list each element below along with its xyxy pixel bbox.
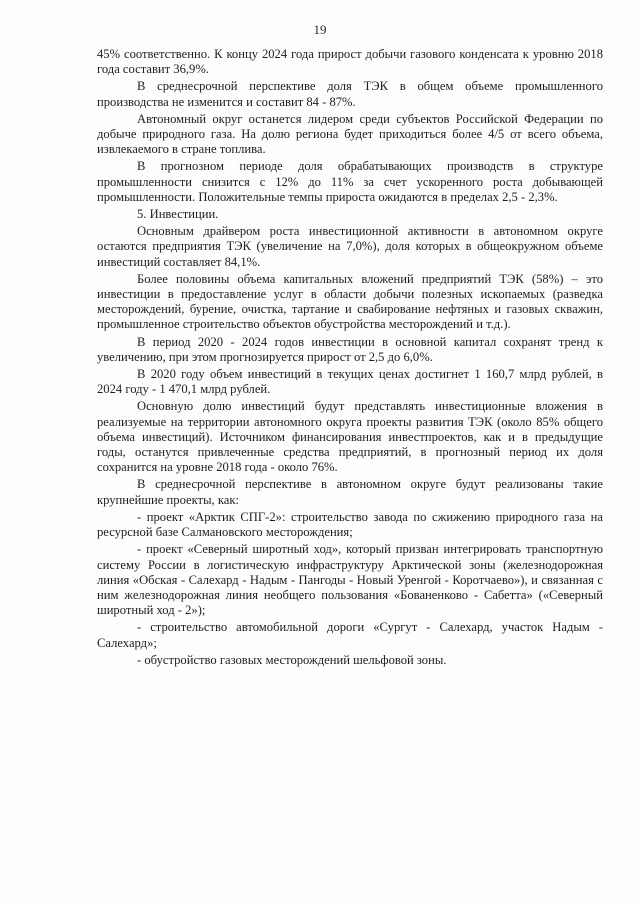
paragraph-manufacturing-share: В прогнозном периоде доля обрабатывающих производств в структуре промышленности снизится с 12% до 11% за счет ускоренного роста добывающей промышленности. Положительные темпы прироста ожидаются в пределах 2,5 - 2,3%. bbox=[97, 159, 603, 204]
paragraph-major-projects-intro: В среднесрочной перспективе в автономном округе будут реализованы такие крупнейшие проекты, как: bbox=[97, 477, 603, 507]
document-body bbox=[97, 47, 603, 670]
paragraph-gas-leader: Автономный округ останется лидером среди субъектов Российской Федерации по добыче природного газа. На долю региона будет приходиться более 4/5 от всего объема, извлекаемого в стране топлива. bbox=[97, 111, 603, 157]
paragraph-investment-trend: В период 2020 - 2024 годов инвестиции в основной капитал сохранят тренд к увеличению, при этом прогнозируется прирост от 2,5 до 6,0%. bbox=[97, 334, 603, 364]
list-item-northern-latitudinal-railway: - проект «Северный широтный ход», который призван интегрировать транспортную систему России в логистическую инфраструктуру Арктической зоны (железнодорожная линия «Обская - Салехард - Надым - Пангоды - Новый Уренгой - Коротчаево»), и связанная с ним железнодорожная линия необщего пользования «Бованенково - Сабетта» («Северный широтный ход - 2»); bbox=[97, 542, 603, 618]
paragraph-gas-condensate: 45% соответственно. К концу 2024 года прирост добычи газового конденсата к уровню 2018 года составит 36,9%. bbox=[97, 47, 603, 77]
section-heading-investments: 5. Инвестиции. bbox=[137, 207, 219, 222]
paragraph-fuel-energy-share: В среднесрочной перспективе доля ТЭК в общем объеме промышленного производства не изменится и составит 84 - 87%. bbox=[97, 79, 603, 109]
list-item-shelf-gas-fields: - обустройство газовых месторождений шельфовой зоны. bbox=[137, 652, 447, 667]
list-item-surgut-salekhard-road: - строительство автомобильной дороги «Сургут - Салехард, участок Надым - Салехард»; bbox=[97, 620, 603, 650]
paragraph-investment-driver: Основным драйвером роста инвестиционной активности в автономном округе остаются предприятия ТЭК (увеличение на 7,0%), доля которых в общеокружном объеме инвестиций составляет 84,1%. bbox=[97, 224, 603, 269]
paragraph-investment-volume: В 2020 году объем инвестиций в текущих ценах достигнет 1 160,7 млрд рублей, в 2024 году - 1 470,1 млрд рублей. bbox=[97, 367, 603, 397]
paragraph-capital-investments: Более половины объема капитальных вложений предприятий ТЭК (58%) – это инвестиции в предоставление услуг в области добычи полезных ископаемых (разведка месторождений, бурение, очистка, тартание и свабирование нефтяных и газовых скважин, промышленное строительство объектов обустройства месторождений и т.д.). bbox=[97, 271, 603, 332]
list-item-arctic-lng: - проект «Арктик СПГ-2»: строительство завода по сжижению природного газа на ресурсной базе Салмановского месторождения; bbox=[97, 509, 603, 540]
page-number: 19 bbox=[313, 22, 327, 37]
paragraph-investment-sources: Основную долю инвестиций будут представлять инвестиционные вложения в реализуемые на территории автономного округа проекты развития ТЭК (около 85% общего объема инвестиций). Источником финансирования инвестпроектов, как и в предыдущие годы, останутся привлеченные средства предприятий, в прогнозный период их доля сохранится на уровне 2018 года - около 76%. bbox=[97, 399, 603, 475]
